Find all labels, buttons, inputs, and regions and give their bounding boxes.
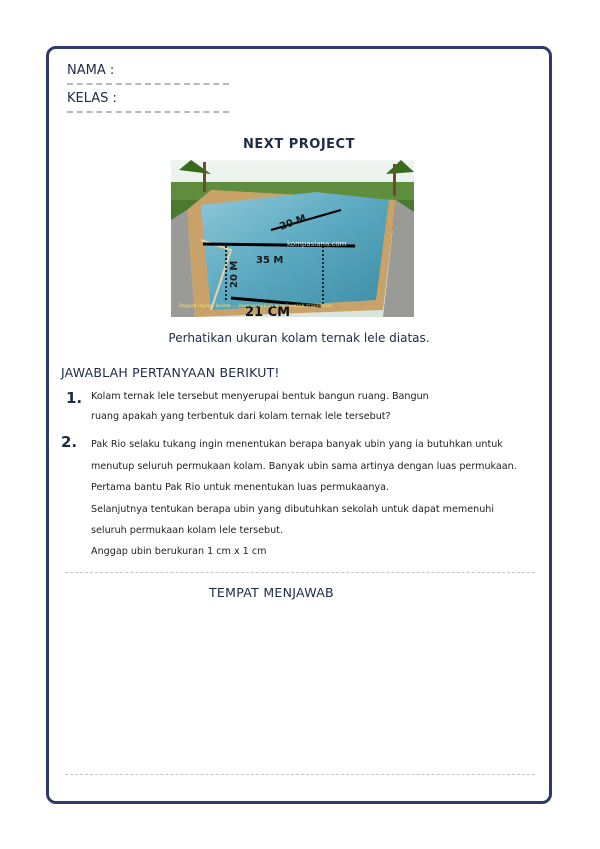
figure-watermark: Bagian dalam kolam ... menunjukkan membentuk trapesium (179, 303, 332, 309)
question-2-number: 2. (61, 433, 78, 451)
worksheet-frame (46, 46, 552, 804)
project-title: NEXT PROJECT (243, 137, 355, 152)
question-2-line: Pak Rio selaku tukang ingin menentukan berapa banyak ubin yang ia butuhkan untuk (91, 439, 503, 450)
divider-bottom (65, 774, 535, 775)
question-1-number: 1. (66, 389, 83, 407)
name-field[interactable] (67, 63, 114, 78)
figure-label-depth: 20 M (229, 260, 240, 288)
figure-site: kompasiana.com (287, 240, 347, 248)
name-label: NAMA : (67, 63, 115, 78)
question-1-line: Kolam ternak lele tersebut menyerupai bentuk bangun ruang. Bangun (91, 391, 429, 402)
question-2-line: seluruh permukaan kolam lele tersebut. (91, 525, 283, 536)
figure-label-top: 20 M (278, 213, 308, 233)
figure-caption: Perhatikan ukuran kolam ternak lele diatas. (168, 331, 430, 345)
class-field[interactable] (67, 91, 117, 106)
question-2-line: menutup seluruh permukaan kolam. Banyak ubin sama artinya dengan luas permukaan. (91, 461, 517, 472)
answer-heading: TEMPAT MENJAWAB (209, 585, 334, 600)
question-1-line: ruang apakah yang terbentuk dari kolam ternak lele tersebut? (91, 411, 391, 422)
pond-figure (171, 160, 414, 317)
question-2-line: Pertama bantu Pak Rio untuk menentukan luas permukaanya. (91, 482, 390, 493)
divider-top (65, 572, 535, 573)
class-label: KELAS : (67, 91, 117, 106)
figure-label-length: 35 M (256, 255, 284, 266)
name-underline (67, 83, 229, 85)
question-2-line: Selanjutnya tentukan berapa ubin yang dibutuhkan sekolah untuk dapat memenuhi (91, 504, 495, 515)
question-2-line: Anggap ubin berukuran 1 cm x 1 cm (91, 546, 267, 557)
figure-label-bottom: 21 CM (245, 305, 291, 317)
section-heading: JAWABLAH PERTANYAAN BERIKUT! (61, 365, 280, 380)
class-underline (67, 111, 229, 113)
